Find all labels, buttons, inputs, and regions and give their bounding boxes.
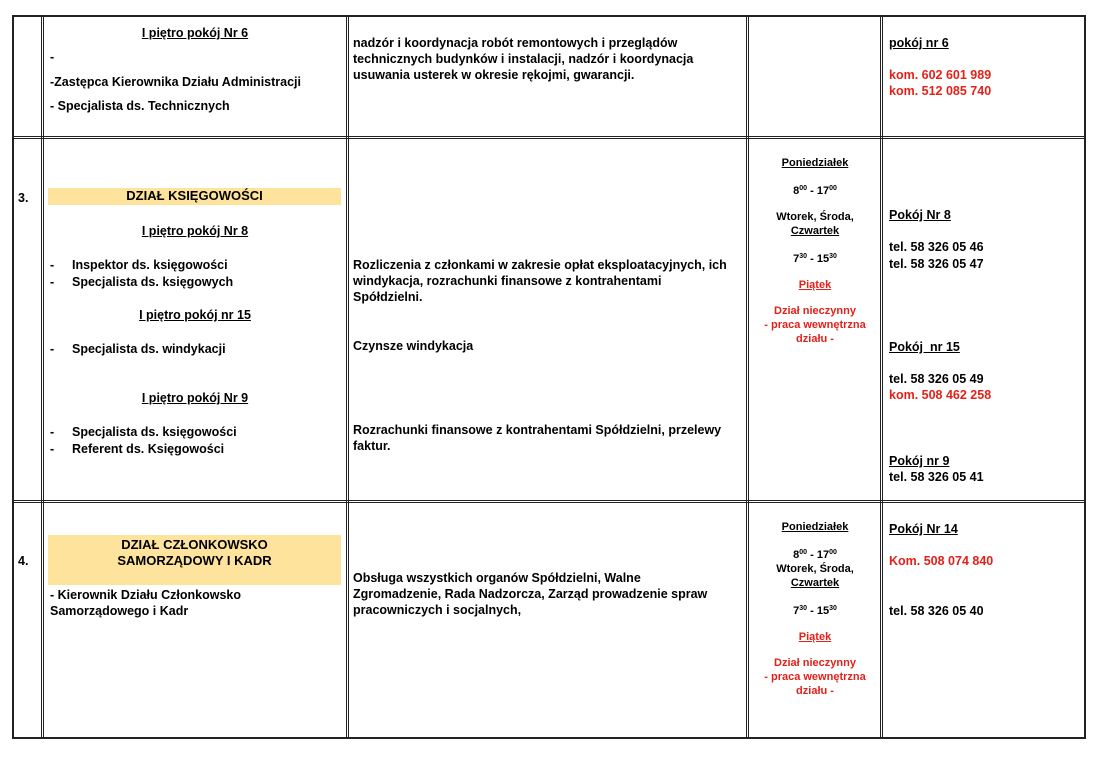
table-border-right <box>1084 15 1086 739</box>
closed-note: - praca wewnętrzna <box>764 671 866 683</box>
role-text: Referent ds. Księgowości <box>72 442 225 456</box>
phone-number: tel. 58 326 05 40 <box>889 604 984 618</box>
column-divider <box>882 15 883 739</box>
phone-number: kom. 512 085 740 <box>889 84 992 98</box>
weekday-label: Czwartek <box>790 577 840 589</box>
phone-number: kom. 602 601 989 <box>889 68 992 82</box>
office-hours <box>750 520 880 698</box>
phone-number: tel. 58 326 05 47 <box>889 257 984 271</box>
location-label: I piętro pokój nr 15 <box>139 308 251 322</box>
list-item: - Specjalista ds. księgowości <box>50 425 237 439</box>
column-divider <box>12 15 14 739</box>
table-border-top <box>12 15 1086 17</box>
hours-range: $8^{00} - 17^{00}$ <box>793 185 837 197</box>
list-item: - Referent ds. Księgowości <box>50 442 225 456</box>
hours-range: $7^{30} - 15^{30}$ <box>793 605 837 617</box>
weekday-label: Wtorek, Środa, <box>776 211 854 223</box>
row-number: 4. <box>18 554 29 568</box>
list-item: - Specjalista ds. księgowych <box>50 275 234 289</box>
contact-room: pokój nr 6 <box>889 36 949 50</box>
office-hours <box>750 156 880 346</box>
phone-number: tel. 58 326 05 46 <box>889 240 984 254</box>
contact-room: Pokój Nr 8 <box>889 208 951 222</box>
role-text: Inspektor ds. księgowości <box>72 258 228 272</box>
duties-text: Czynsze windykacja <box>353 339 474 353</box>
closed-note: działu - <box>796 685 834 697</box>
column-divider <box>748 15 749 739</box>
row-number: 3. <box>18 191 29 205</box>
weekday-label: Poniedziałek <box>781 157 849 169</box>
column-divider <box>43 15 44 739</box>
role-text: Specjalista ds. księgowości <box>72 425 237 439</box>
duties-text: Rozliczenia z członkami w zakresie opłat eksploatacyjnych, ich windykacja, rozrachunki finansowe z kontrahentami Spółdzielni. <box>353 258 727 304</box>
department-title: DZIAŁ CZŁONKOWSKO SAMORZĄDOWY I KADR <box>48 535 341 585</box>
contact-room: Pokój nr 9 <box>889 454 950 468</box>
role-text: - Specjalista ds. Technicznych <box>50 99 230 113</box>
weekday-label: Wtorek, Środa, <box>776 563 854 575</box>
role-text: Specjalista ds. księgowych <box>72 275 234 289</box>
list-item: - Specjalista ds. windykacji <box>50 342 226 356</box>
weekday-label: Poniedziałek <box>781 521 849 533</box>
location-label: I piętro pokój Nr 6 <box>141 26 249 40</box>
location-label: I piętro pokój Nr 9 <box>141 391 249 405</box>
duties-text: Rozrachunki finansowe z kontrahentami Spółdzielni, przelewy faktur. <box>353 423 722 453</box>
location-label: I piętro pokój Nr 8 <box>141 224 249 238</box>
duties-text: Obsługa wszystkich organów Spółdzielni, Walne Zgromadzenie, Rada Nadzorcza, Zarząd prowadzenie spraw pracowniczych i socjalnych, <box>353 571 708 617</box>
role-text: Samorządowego i Kadr <box>50 604 189 618</box>
row-divider <box>12 138 1086 139</box>
phone-number: Kom. 508 074 840 <box>889 554 994 568</box>
role-text: -Zastępca Kierownika Działu Administracji <box>50 75 301 89</box>
column-divider <box>880 15 881 739</box>
column-divider <box>348 15 349 739</box>
hours-range: $8^{00} - 17^{00}$ <box>793 549 837 561</box>
list-item: - Inspektor ds. księgowości <box>50 258 228 272</box>
row-divider <box>12 502 1086 503</box>
dash-text: - <box>50 50 55 64</box>
hours-range: $7^{30} - 15^{30}$ <box>793 253 837 265</box>
weekday-label: Piątek <box>798 279 832 291</box>
row-divider <box>12 136 1086 137</box>
duties-text: nadzór i koordynacja robót remontowych i przeglądów technicznych budynków i instalacji, nadzór i koordynacja usuwania usterek w okresie rękojmi, gwarancji. <box>353 36 694 82</box>
role-text: - Kierownik Działu Członkowsko <box>50 588 241 602</box>
closed-note: Dział nieczynny <box>774 657 856 669</box>
column-divider <box>746 15 747 739</box>
column-divider <box>346 15 347 739</box>
table-border-bottom <box>12 737 1086 739</box>
contact-room: Pokój nr 15 <box>889 340 960 354</box>
contact-room: Pokój Nr 14 <box>889 522 958 536</box>
closed-note: działu - <box>796 333 834 345</box>
department-title: DZIAŁ KSIĘGOWOŚCI <box>48 188 341 205</box>
closed-note: Dział nieczynny <box>774 305 856 317</box>
phone-number: tel. 58 326 05 49 <box>889 372 984 386</box>
weekday-label: Czwartek <box>790 225 840 237</box>
weekday-label: Piątek <box>798 631 832 643</box>
phone-number: tel. 58 326 05 41 <box>889 470 984 484</box>
phone-number: kom. 508 462 258 <box>889 388 992 402</box>
row-divider <box>12 500 1086 501</box>
role-text: Specjalista ds. windykacji <box>72 342 226 356</box>
closed-note: - praca wewnętrzna <box>764 319 866 331</box>
column-divider <box>41 15 42 739</box>
